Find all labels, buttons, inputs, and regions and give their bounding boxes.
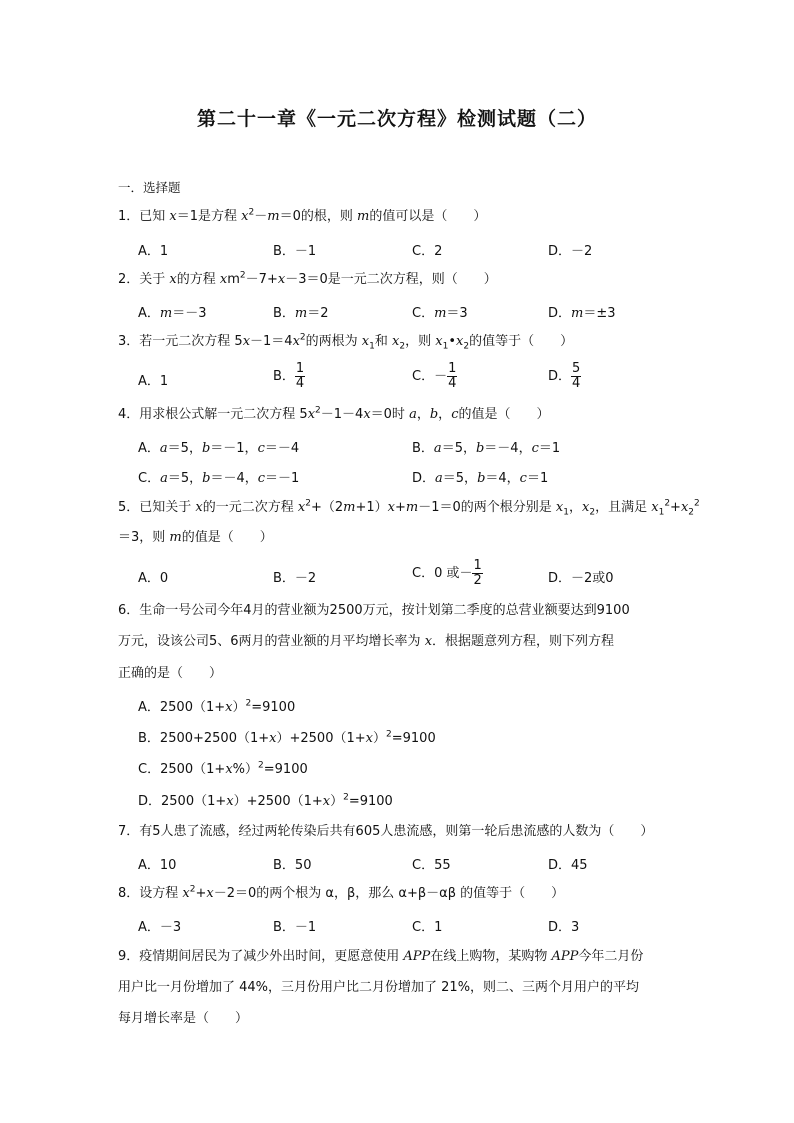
q6-option-b: B．$2500+2500(1+x)+2500(1+x)^2=9100$ — [138, 729, 436, 746]
q5-option-c: C．0 或－ $\frac{1}{2}$ — [412, 558, 482, 588]
q7-option-a: A．10 — [138, 858, 177, 873]
fraction: $\frac{1}{4}$ — [295, 361, 305, 391]
question-1: 1．已知 x＝1是方程 $x^2-m=0$的根，则 m的值可以是（ ） — [118, 207, 487, 224]
q1-option-b: B．－1 — [273, 244, 317, 259]
q7-option-c: C．55 — [412, 858, 451, 873]
q1-option-a: A．1 — [138, 244, 169, 259]
q5-option-d: D．－2或0 — [548, 571, 614, 586]
question-9-line-3: 每月增长率是（ ） — [118, 1011, 249, 1026]
q3-option-a: A．1 — [138, 374, 169, 389]
q3-option-c: C．－ $\frac{1}{4}$ — [412, 361, 457, 391]
q8-option-a: A．－3 — [138, 920, 182, 935]
q4-option-c: C．a＝5，b＝－4，c＝－1 — [138, 471, 300, 486]
q8-option-b: B．－1 — [273, 920, 317, 935]
question-8: 8．设方程 $x^2+x-2=0$的两个根为 α，β，那么 α+β－αβ 的值等于（ ） — [118, 884, 565, 901]
fraction: $\frac{1}{2}$ — [473, 558, 482, 588]
q2-option-a: A．m＝－3 — [138, 306, 207, 321]
question-6-line-2: 万元，设该公司5、6两月的营业额的月平均增长率为 x．根据题意列方程，则下列方程 — [118, 634, 615, 649]
fraction: $\frac{5}{4}$ — [572, 361, 581, 391]
question-6: 6．生命一号公司今年4月的营业额为2500万元，按计划第二季度的总营业额要达到9100 — [118, 603, 630, 618]
page-title: 第二十一章《一元二次方程》检测试题（二） — [196, 108, 597, 130]
q3-option-d: D． $\frac{5}{4}$ — [548, 361, 581, 391]
section-heading: 一．选择题 — [118, 180, 181, 195]
q4-option-d: D．a＝5，b＝4，c＝1 — [412, 471, 549, 486]
question-2: 2．关于 x的方程 $xm^2-7+x-3=0$是一元二次方程，则（ ） — [118, 270, 497, 287]
q5-option-b: B．－2 — [273, 571, 317, 586]
q1-option-d: D．－2 — [548, 244, 593, 259]
q8-option-c: C．1 — [412, 920, 443, 935]
q7-option-d: D．45 — [548, 858, 588, 873]
q3-option-b: B． $\frac{1}{4}$ — [273, 361, 305, 391]
q6-option-a: A．$2500(1+x)^2=9100$ — [138, 698, 296, 715]
q2-option-c: C．m＝3 — [412, 306, 468, 321]
question-6-line-3: 正确的是（ ） — [118, 666, 223, 681]
question-7: 7．有5人患了流感，经过两轮传染后共有605人患流感，则第一轮后患流感的人数为（ ） — [118, 824, 654, 839]
question-5: 5．已知关于 x的一元二次方程 $x^2+(2m+1)x+m-1=0$的两个根分别是 $x_1$，$x_2$，且满足 $x_1^2+x_2^2$ — [118, 498, 700, 518]
question-9-line-2: 用户比一月份增加了 44%，三月份用户比二月份增加了 21%，则二、三两个月用户的平均 — [118, 980, 640, 995]
q7-option-b: B．50 — [273, 858, 312, 873]
q6-option-c: C．$2500(1+x\%)^2=9100$ — [138, 760, 308, 777]
q4-option-b: B．a＝5，b＝－4，c＝1 — [412, 441, 561, 456]
q2-option-d: D．m＝±3 — [548, 306, 616, 321]
q1-option-c: C．2 — [412, 244, 443, 259]
q8-option-d: D．3 — [548, 920, 580, 935]
fraction: $\frac{1}{4}$ — [448, 361, 457, 391]
q5-option-a: A．0 — [138, 571, 169, 586]
q2-option-b: B．m＝2 — [273, 306, 329, 321]
question-9: 9．疫情期间居民为了减少外出时间，更愿意使用 APP在线上购物，某购物 APP今年二月份 — [118, 949, 644, 964]
question-4: 4．用求根公式解一元二次方程 $5x^2-1-4x=0$时 a，b，c的值是（ ） — [118, 405, 550, 422]
question-3: 3．若一元二次方程 $5x-1=4x^2$的两根为 $x_1$和 $x_2$，则 $x_1•x_2$的值等于（ ） — [118, 332, 574, 352]
question-5-line-2: ＝3，则 m的值是（ ） — [118, 530, 273, 545]
q4-option-a: A．a＝5，b＝－1，c＝－4 — [138, 441, 300, 456]
q6-option-d: D．$2500(1+x)+2500(1+x)^2=9100$ — [138, 792, 393, 809]
